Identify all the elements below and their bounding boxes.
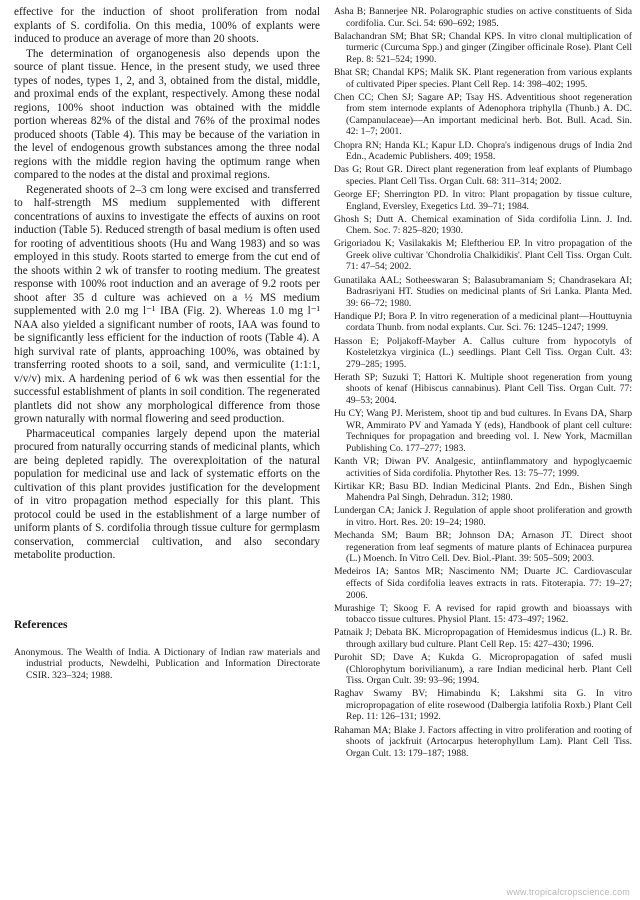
reference-entry: Hasson E; Poljakoff-Mayber A. Callus culture from hypocotyls of Kosteletzkya virginica (L.) seedlings. Plant Cell Tiss. Organ Cult. 43: 279–285; 1995.	[334, 335, 632, 370]
watermark-text: www.tropicalcropscience.com	[506, 887, 630, 897]
reference-entry: Mechanda SM; Baum BR; Johnson DA; Arnason JT. Direct shoot regeneration from leaf segments of mature plants of Echinacea purpurea (L.) Moench. In Vitro Cell. Dev. Biol.-Plant. 39: 505–509; 2003.	[334, 530, 632, 565]
reference-entry: Murashige T; Skoog F. A revised for rapid growth and bioassays with tobacco tissue cultures. Physiol Plant. 15: 473–497; 1962.	[334, 602, 632, 626]
reference-entry: George EF; Sherrington PD. In vitro: Plant propagation by tissue culture, England, Eversley, Exegetics Ltd. 39–71; 1984.	[334, 188, 632, 212]
reference-entry: Patnaik J; Debata BK. Micropropagation of Hemidesmus indicus (L.) R. Br. through axillary bud culture. Plant Cell Rep. 15: 427–430; 1996.	[334, 627, 632, 650]
reference-entry: Herath SP; Suzuki T; Hattori K. Multiple shoot regeneration from young shoots of kenaf (Hibiscus cannabinus). Plant Cell Tiss. Organ Cult. 77: 49–53; 2004.	[334, 371, 632, 406]
left-column	[14, 6, 320, 900]
body-paragraph: The determination of organogenesis also depends upon the source of plant tissue. Hence, in the present study, we used three types of nodes, types 1, 2, and 3, obtained from the distal, middle, and proximal ends of the explant, respectively. Among these nodal regions, 100% shoot induction was obtained with the middle portion whereas 82% of the distal and 76% of the proximal nodes produced shoots (Table 4). This may be because of the variation in the level of endogenous growth substances among the three nodal regions with the middle region having the optimum range when compared to the nodes at the distal and proximal regions.	[14, 47, 320, 181]
body-paragraph: Regenerated shoots of 2–3 cm long were excised and transferred to half-strength MS medium supplemented with different concentrations of auxins to investigate the effects of auxins on root induction (Table 5). Reduced strength of basal medium is often used for rooting of adventitious shoots (Hu and Wang 1983) and so was employed in this study. Roots started to emerge from the cut end of the shoots within 2 wk of transfer to rooting medium. The greatest response with 100% root induction and an average of 9.2 roots per shoot after 35 d culture was achieved on a ½ MS medium supplemented with 2.0 mg l⁻¹ IBA (Fig. 2). Whereas 1.0 mg l⁻¹ NAA also yielded a significant number of roots, IAA was found to be significantly less efficient for the induction of roots (Table 4). A high survival rate of plants, approaching 100%, was obtained by transferring rooted shoots to a soil, sand, and vermiculite (1:1:1, v/v/v) mix. A hardening period of 6 wk was then essential for the successful establishment of plants in soil condition. The regenerated plantlets did not show any morphological difference from those grown naturally with normal flowering and seed production.	[14, 183, 320, 425]
reference-entry: Handique PJ; Bora P. In vitro regeneration of a medicinal plant—Houttuynia cordata Thunb. from nodal explants. Cur. Sci. 76: 1245–1247; 1999.	[334, 310, 632, 334]
reference-entry: Lundergan CA; Janick J. Regulation of apple shoot proliferation and growth in vitro. Hort. Res. 20: 19–24; 1980.	[334, 505, 632, 528]
right-column	[334, 6, 632, 900]
reference-entry: Medeiros IA; Santos MR; Nascimento NM; Duarte JC. Cardiovascular effects of Sida cordifolia leaves extracts in rats. Fitoterapia. 77: 19–27; 2006.	[334, 566, 632, 601]
reference-entry: Kanth VR; Diwan PV. Analgesic, antiinflammatory and hypoglycaemic activities of Sida cordifolia. Phytother Res. 13: 75–77; 1999.	[334, 455, 632, 479]
reference-entry: Gunatilaka AAL; Sotheeswaran S; Balasubramaniam S; Chandrasekara AI; Badrasriyani HT. Studies on medicinal plants of Sri Lanka. Planta Med. 39: 66–72; 1980.	[334, 274, 632, 309]
reference-entry: Grigoriadou K; Vasilakakis M; Eleftheriou EP. In vitro propagation of the Greek olive cultivar 'Chondrolia Chalkidikis'. Plant Cell Tiss. Organ Cult. 71: 47–54; 2002.	[334, 238, 632, 273]
reference-entry: Hu CY; Wang PJ. Meristem, shoot tip and bud cultures. In Evans DA, Sharp WR, Ammirato PV and Yamada Y (eds), Handbook of plant cell culture: Techniques for propagation and breeding vol. I. New York, Macmillan Publishing Co. 177–277; 1983.	[334, 408, 632, 454]
reference-entry: Ghosh S; Dutt A. Chemical examination of Sida cordifolia Linn. J. Ind. Chem. Soc. 7: 825–820; 1930.	[334, 213, 632, 237]
reference-entry: Balachandran SM; Bhat SR; Chandal KPS. In vitro clonal multiplication of turmeric (Curcuma Spp.) and ginger (Zingiber officinale Rose). Plant Cell Rep. 8: 521–524; 1990.	[334, 30, 632, 65]
reference-entry: Raghav Swamy BV; Himabindu K; Lakshmi sita G. In vitro micropropagation of elite rosewood (Dalbergia latifolia Roxb.) Plant Cell Rep. 11: 126–131; 1992.	[334, 688, 632, 723]
reference-entry: Chopra RN; Handa KL; Kapur LD. Chopra's indigenous drugs of India 2nd Edn., Academic Publishers. 409; 1958.	[334, 139, 632, 163]
reference-entry: Kirtikar KR; Basu BD. Indian Medicinal Plants. 2nd Edn., Bishen Singh Mahendra Pal Singh, Dehradun. 312; 1980.	[334, 480, 632, 504]
reference-entry: Anonymous. The Wealth of India. A Dictionary of Indian raw materials and industrial products, Newdelhi, Publication and Information Directorate CSIR. 323–324; 1988.	[14, 646, 320, 681]
body-paragraph: Pharmaceutical companies largely depend upon the material procured from naturally occurring stands of medicinal plants, which are being depleted rapidly. The overexploitation of the natural population for medicinal use and lack of systematic efforts on the cultivation of this plant provides justification for the development of in vitro propagation method especially for this plant. This protocol could be used in the establishment of a large number of uniform plants of S. cordifolia through tissue culture for germplasm conservation, commercial cultivation, and also secondary metabolite production.	[14, 427, 320, 561]
reference-entry: Chen CC; Chen SJ; Sagare AP; Tsay HS. Adventitious shoot regeneration from stem internode explants of Adenophora triphylla (Thunb.) A. DC. (Campanulaceae)—An important medicinal herb. Bot. Bull. Acad. Sin. 42: 1–7; 2001.	[334, 91, 632, 138]
reference-entry: Rahaman MA; Blake J. Factors affecting in vitro proliferation and rooting of shoots of jackfruit (Artocarpus heterophyllum Lam). Plant Cell Tiss. Organ Cult. 13: 179–187; 1988.	[334, 724, 632, 759]
references-heading: References	[14, 618, 68, 631]
reference-entry: Purohit SD; Dave A; Kukda G. Micropropagation of safed musli (Chlorophytum borivilianum), a rare Indian medicinal herb. Plant Cell Tiss. Organ Cult. 39: 93–96; 1994.	[334, 651, 632, 687]
reference-entry: Asha B; Bannerjee NR. Polarographic studies on active constituents of Sida cordifolia. Cur. Sci. 54: 690–692; 1985.	[334, 6, 632, 29]
reference-entry: Bhat SR; Chandal KPS; Malik SK. Plant regeneration from various explants of cultivated Piper species. Plant Cell Rep. 14: 398–402; 1995.	[334, 66, 632, 90]
body-paragraph: effective for the induction of shoot proliferation from nodal explants of S. cordifolia. On this media, 100% of explants were induced to produce an average of more than 20 shoots.	[14, 6, 320, 45]
reference-entry: Das G; Rout GR. Direct plant regeneration from leaf explants of Plumbago species. Plant Cell Tiss. Organ Cult. 68: 311–314; 2002.	[334, 164, 632, 187]
